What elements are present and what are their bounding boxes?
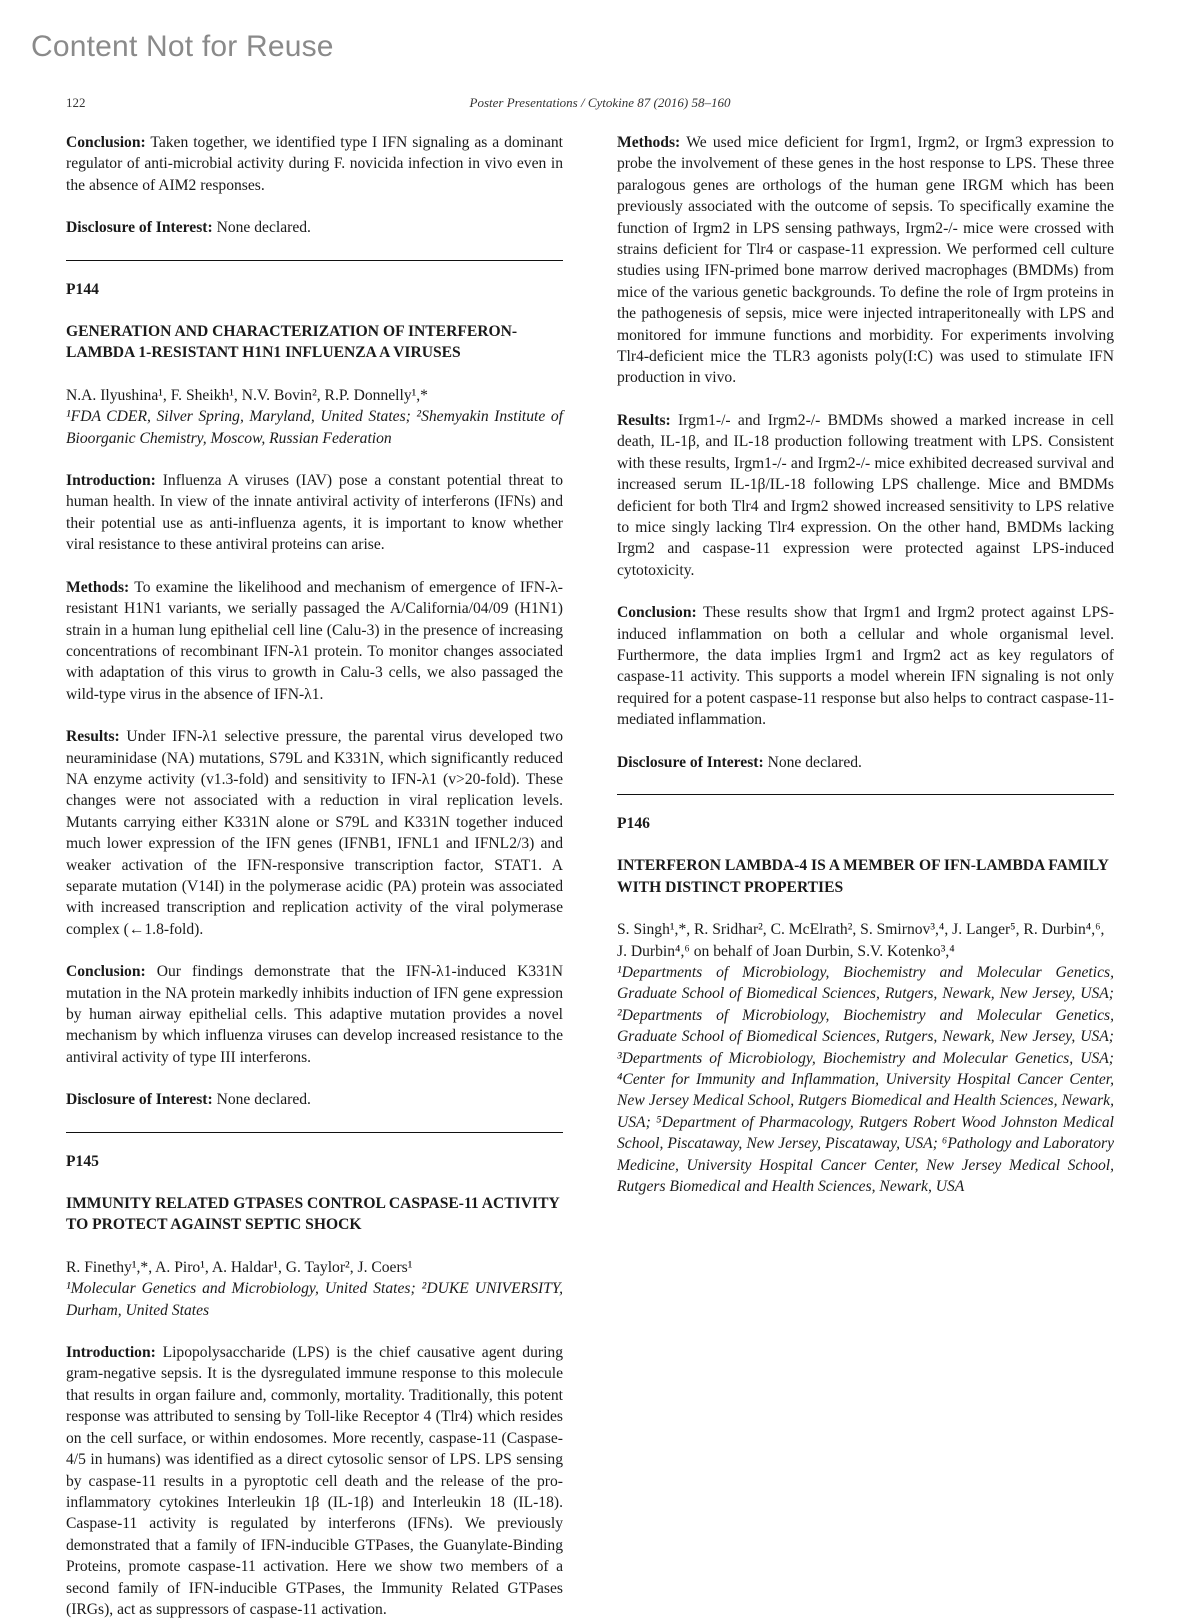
abstract-id-p146: P146 [617, 814, 650, 832]
affiliations-p145: ¹Molecular Genetics and Microbiology, United States; ²DUKE UNIVERSITY, Durham, United States [66, 1280, 563, 1319]
left-column [66, 132, 563, 1620]
introduction-p145: Introduction: Lipopolysaccharide (LPS) is the chief causative agent during gram-negative sepsis. It is the dysregulated immune response to this molecule that results in organ failure and, commonly, mortality. Traditionally, this potent response was attributed to sensing by Toll-like Receptor 4 (Tlr4) which resides on the cell surface, or within endosomes. More recently, caspase-11 (Caspase-4/5 in humans) was identified as a direct cytosolic sensor of LPS. LPS sensing by caspase-11 results in a pyroptotic cell death and the release of the pro-inflammatory cytokines Interleukin 1β (IL-1β) and Interleukin 18 (IL-18). Caspase-11 activity is regulated by interferons (IFNs). We previously demonstrated that a family of IFN-inducible GTPases, the Guanylate-Binding Proteins, promote caspase-11 activation. Here we show two members of a second family of IFN-inducible GTPases, the Immunity Related GTPases (IRGs), act as suppressors of caspase-11 activation. [66, 1344, 563, 1618]
introduction-p144: Introduction: Influenza A viruses (IAV) pose a constant potential threat to human health. In view of the innate antiviral activity of interferons (IFNs) and their potential use as anti-influenza agents, it is important to know whether viral resistance to these antiviral proteins can arise. [66, 472, 563, 554]
authors-p145: R. Finethy¹,*, A. Piro¹, A. Haldar¹, G. Taylor², J. Coers¹ [66, 1258, 413, 1276]
authors-p144: N.A. Ilyushina¹, F. Sheikh¹, N.V. Bovin², R.P. Donnelly¹,* [66, 386, 428, 404]
abstract-title-p146: INTERFERON LAMBDA-4 IS A MEMBER OF IFN-LAMBDA FAMILY WITH DISTINCT PROPERTIES [617, 857, 1109, 896]
section-divider [66, 260, 563, 261]
page-number: 122 [66, 95, 86, 110]
results-p145: Results: Irgm1-/- and Irgm2-/- BMDMs showed a marked increase in cell death, IL-1β, and IL-18 production following treatment with LPS. Consistent with these results, Irgm1-/- and Irgm2-/- mice exhibited decreased survival and increased serum IL-1β/IL-18 following LPS challenge. Mice and BMDMs deficient for both Tlr4 and Irgm2 showed increased sensitivity to LPS relative to mice singly lacking Tlr4 expression. On the other hand, BMDMs lacking Irgm2 and caspase-11 expression were protected against LPS-induced cytotoxicity. [617, 411, 1115, 579]
prev-disclosure: Disclosure of Interest: None declared. [66, 219, 311, 237]
affiliations-p146: ¹Departments of Microbiology, Biochemistry and Molecular Genetics, Graduate School of Biomedical Sciences, Rutgers, Newark, New Jersey, USA; ²Departments of Microbiology, Biochemistry and Molecular Genetics, Graduate School of Biomedical Sciences, Rutgers, Newark, New Jersey, USA; ³Departments of Microbiology, Biochemistry and Molecular Genetics, USA; ⁴Center for Immunity and Inflammation, University Hospital Cancer Center, New Jersey Medical School, Rutgers Biomedical and Health Sciences, Newark, USA; ⁵Department of Pharmacology, Rutgers Robert Wood Johnston Medical School, Piscataway, New Jersey, Piscataway, USA; ⁶Pathology and Laboratory Medicine, University Hospital Cancer Center, New Jersey Medical School, Rutgers Biomedical and Health Sciences, Newark, USA [617, 964, 1114, 1196]
journal-header: Poster Presentations / Cytokine 87 (2016) 58–160 [469, 95, 731, 110]
conclusion-p145: Conclusion: These results show that Irgm1 and Irgm2 protect against LPS-induced inflammation on both a cellular and whole organismal level. Furthermore, the data implies Irgm1 and Irgm2 act as key regulators of caspase-11 activity. This supports a model wherein IFN signaling is not only required for a potent caspase-11 response but also helps to contract caspase-11-mediated inflammation. [617, 604, 1114, 729]
results-p144: Results: Under IFN-λ1 selective pressure, the parental virus developed two neuraminidase (NA) mutations, S79L and K331N, which significantly reduced NA enzyme activity (v1.3-fold) and sensitivity to IFN-λ1 (v>20-fold). These changes were not associated with a reduction in viral replication levels. Mutants carrying either K331N alone or S79L and K331N together induced much lower expression of the IFN genes (IFNB1, IFNL1 and IFNL2/3) and weaker activation of the IFN-responsive transcription factor, STAT1. A separate mutation (V14I) in the polymerase acidic (PA) protein was associated with increased transcription and replication activity of the viral polymerase complex (←1.8-fold). [66, 728, 563, 938]
abstract-title-p145: IMMUNITY RELATED GTPASES CONTROL CASPASE-11 ACTIVITY TO PROTECT AGAINST SEPTIC SHOCK [66, 1195, 560, 1234]
methods-p144: Methods: To examine the likelihood and mechanism of emergence of IFN-λ-resistant H1N1 variants, we serially passaged the A/California/04/09 (H1N1) strain in a human lung epithelial cell line (Calu-3) in the presence of increasing concentrations of recombinant IFN-λ1 protein. To monitor changes associated with adaptation of this virus to growth in Calu-3 cells, we also passaged the wild-type virus in the absence of IFN-λ1. [66, 578, 564, 703]
abstract-id-p145: P145 [66, 1152, 99, 1170]
section-divider [66, 1132, 563, 1133]
watermark: Content Not for Reuse [31, 30, 334, 63]
conclusion-p144: Conclusion: Our findings demonstrate that the IFN-λ1-induced K331N mutation in the NA protein markedly inhibits induction of IFN gene expression by human airway epithelial cells. This adaptive mutation provides a novel mechanism by which influenza viruses can develop increased resistance to the antiviral activity of type III interferons. [66, 963, 563, 1066]
prev-conclusion: Conclusion: Taken together, we identified type I IFN signaling as a dominant regulator of anti-microbial activity during F. novicida infection in vivo even in the absence of AIM2 responses. [66, 134, 563, 194]
abstract-id-p144: P144 [66, 280, 99, 298]
authors-p146: S. Singh¹,*, R. Sridhar², C. McElrath², S. Smirnov³,⁴, J. Langer⁵, R. Durbin⁴,⁶, J. Durbin⁴,⁶ on behalf of Joan Durbin, S.V. Kotenko³,⁴ [617, 921, 1105, 960]
disclosure-p144: Disclosure of Interest: None declared. [66, 1091, 311, 1109]
affiliations-p144: ¹FDA CDER, Silver Spring, Maryland, United States; ²Shemyakin Institute of Bioorganic Chemistry, Moscow, Russian Federation [66, 408, 563, 447]
right-column [617, 132, 1114, 1197]
section-divider [617, 794, 1114, 795]
methods-p145: Methods: We used mice deficient for Irgm1, Irgm2, or Irgm3 expression to probe the involvement of these genes in the host response to LPS. These three paralogous genes are orthologs of the human gene IRGM which has been previously associated with the outcome of sepsis. To specifically examine the function of Irgm2 in LPS sensing pathways, Irgm2-/- mice were crossed with strains deficient for Tlr4 or caspase-11 expression. We performed cell culture studies using IFN-primed bone marrow derived macrophages (BMDMs) from mice of the various genetic backgrounds. To define the role of Irgm proteins in the pathogenesis of sepsis, mice were injected intraperitoneally with LPS and monitored for immune functions and morbidity. For experiments involving Tlr4-deficient mice the TLR3 agonists poly(I:C) was used to stimulate IFN production in vivo. [617, 134, 1114, 387]
disclosure-p145: Disclosure of Interest: None declared. [617, 753, 862, 771]
abstract-title-p144: GENERATION AND CHARACTERIZATION OF INTERFERON-LAMBDA 1-RESISTANT H1N1 INFLUENZA A VIRUSES [66, 323, 518, 362]
